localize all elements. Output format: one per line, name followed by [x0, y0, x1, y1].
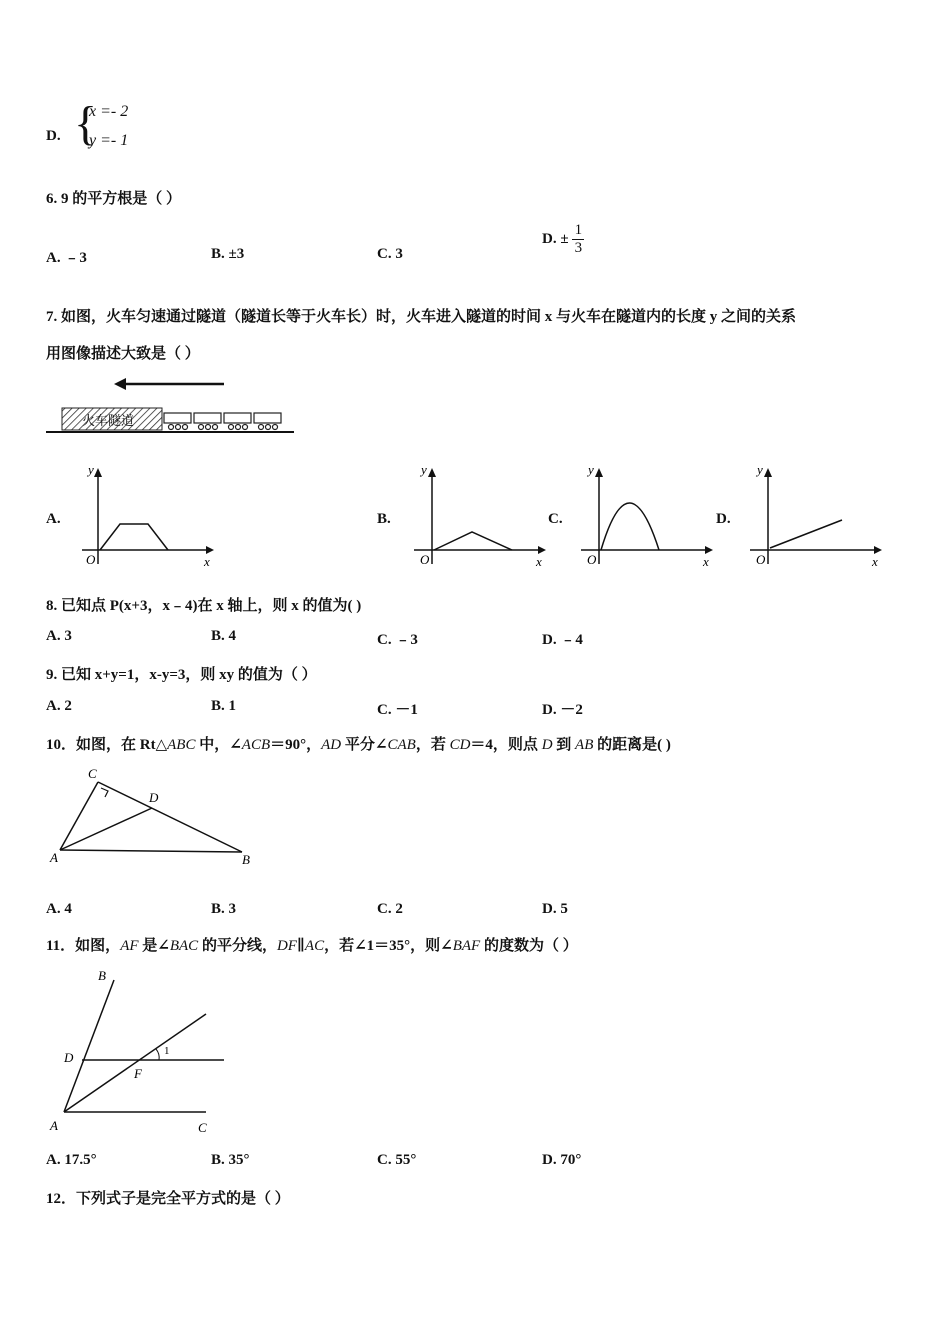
q11-stem-prefix: 11．如图， [46, 938, 121, 954]
q11-stem-af: AF [120, 938, 139, 954]
q10-option-b: B. 3 [211, 901, 237, 917]
angle-1-arc [156, 1049, 159, 1060]
graph-a [78, 460, 218, 572]
label-a: A [50, 1118, 58, 1133]
tunnel-label: 火车隧道 [82, 413, 135, 428]
y-axis-arrow [428, 468, 436, 477]
label-b: B [242, 852, 250, 867]
side-ab [60, 850, 242, 852]
q10-option-c: C. 2 [377, 901, 403, 917]
graph-d [746, 460, 886, 572]
x-axis-arrow [874, 546, 882, 554]
q11-stem-mid3: ∥ [296, 938, 305, 954]
q7-stem-line2: 用图像描述大致是（ ） [46, 346, 200, 362]
q6-stem: 6. 9 的平方根是（ ） [46, 191, 182, 207]
origin-label: O [587, 552, 597, 567]
q10-stem-d: D [541, 737, 553, 753]
q5-option-d-eq1: x =- 2 [89, 103, 129, 120]
q10-stem-mid5: ＝4，则点 [470, 737, 542, 753]
q8-option-c: C. ﹣3 [377, 632, 418, 648]
angle-bisector-figure [44, 962, 234, 1138]
q12-stem: 12．下列式子是完全平方式的是（ ） [46, 1191, 290, 1207]
label-b: B [98, 968, 106, 983]
label-angle-1: 1 [164, 1045, 170, 1057]
q11-option-d: D. 70° [542, 1152, 582, 1168]
q10-stem-abc: ABC [167, 737, 196, 753]
graph-b [410, 460, 550, 572]
x-axis-label: x [204, 554, 210, 569]
q6-option-d-fraction [572, 222, 584, 257]
q7-option-a: A. [46, 511, 61, 527]
x-axis-label: x [703, 554, 709, 569]
q8-option-d: D. ﹣4 [542, 632, 583, 648]
q7-option-d: D. [716, 511, 731, 527]
ray-ab [64, 980, 114, 1112]
y-axis-arrow [595, 468, 603, 477]
fraction-numerator: 1 [574, 222, 583, 238]
q6-option-a: A. ﹣3 [46, 250, 87, 266]
ray-af [64, 1014, 206, 1112]
q10-stem-acb: ACB [241, 737, 271, 753]
graph-c-curve [601, 503, 659, 550]
x-axis-label: x [536, 554, 542, 569]
graph-c [577, 460, 717, 572]
q9-option-c: C. －1 [377, 702, 418, 718]
q11-stem-baf: BAF [452, 938, 481, 954]
q11-stem-df: DF [276, 938, 297, 954]
q7-option-b: B. [377, 511, 391, 527]
label-d: D [149, 790, 159, 805]
y-axis-label: y [88, 462, 94, 477]
train-cars [164, 413, 281, 430]
train-tunnel-figure [44, 372, 296, 436]
q11-stem-mid2: 的平分线， [198, 938, 277, 954]
x-axis-label: x [872, 554, 878, 569]
q6-option-c: C. 3 [377, 246, 403, 262]
direction-arrow [114, 378, 224, 390]
graph-b-curve [434, 532, 512, 550]
q10-stem-mid4: ，若 [415, 737, 450, 753]
graph-a-curve [100, 524, 168, 550]
right-angle-mark [101, 788, 108, 797]
q10-stem-ad: AD [321, 737, 342, 753]
q10-stem-mid6: 到 [552, 737, 576, 753]
q10-stem-cab: CAB [387, 737, 416, 753]
q8-option-a: A. 3 [46, 628, 72, 644]
q10-option-a: A. 4 [46, 901, 72, 917]
q8-option-b: B. 4 [211, 628, 237, 644]
triangle-abc-figure [44, 762, 264, 870]
graph-d-curve [770, 520, 842, 548]
q11-option-c: C. 55° [377, 1152, 417, 1168]
x-axis-arrow [705, 546, 713, 554]
q11-option-a: A. 17.5° [46, 1152, 97, 1168]
q10-stem-mid2: ＝90°， [270, 737, 322, 753]
q5-option-d-label: D. [46, 128, 61, 144]
q11-option-b: B. 35° [211, 1152, 250, 1168]
y-axis-label: y [421, 462, 427, 477]
q9-option-b: B. 1 [211, 698, 237, 714]
q5-option-d-eq2: y =- 1 [89, 132, 129, 149]
x-axis-arrow [206, 546, 214, 554]
x-axis-arrow [538, 546, 546, 554]
y-axis-label: y [588, 462, 594, 477]
q11-stem-end: 的度数为（ ） [480, 938, 578, 954]
q11-stem-mid1: 是∠ [138, 938, 170, 954]
y-axis-arrow [764, 468, 772, 477]
label-c: C [198, 1120, 207, 1135]
label-c: C [88, 766, 97, 781]
segment-ad [60, 808, 152, 850]
q10-stem-prefix: 10．如图，在 Rt△ [46, 737, 168, 753]
q10-stem-end: 的距离是( ) [593, 737, 671, 753]
label-f: F [134, 1066, 142, 1081]
q11-stem [46, 934, 578, 955]
label-d: D [64, 1050, 74, 1065]
q9-stem: 9. 已知 x+y=1，x-y=3，则 xy 的值为（ ） [46, 667, 317, 683]
side-ac [60, 782, 98, 850]
q10-stem-cd: CD [449, 737, 471, 753]
q10-stem-mid3: 平分∠ [341, 737, 388, 753]
q11-stem-mid4: ，若∠1＝35°，则∠ [324, 938, 453, 954]
q9-option-a: A. 2 [46, 698, 72, 714]
y-axis-arrow [94, 468, 102, 477]
q7-stem-line1: 7. 如图，火车匀速通过隧道（隧道长等于火车长）时，火车进入隧道的时间 x 与火车在隧道内的长度 y 之间的关系 [46, 309, 797, 325]
q10-stem-ab: AB [575, 737, 594, 753]
origin-label: O [86, 552, 96, 567]
q8-stem: 8. 已知点 P(x+3，x﹣4)在 x 轴上，则 x 的值为( ) [46, 598, 362, 614]
q9-option-d: D. －2 [542, 702, 583, 718]
q6-option-d-prefix: D. ± [542, 231, 569, 247]
q11-stem-ac: AC [304, 938, 325, 954]
q11-stem-bac: BAC [169, 938, 199, 954]
origin-label: O [420, 552, 430, 567]
q6-option-d [542, 222, 584, 257]
side-cb [98, 782, 242, 852]
system-brace: { [74, 97, 98, 150]
q10-stem [46, 733, 671, 754]
q6-option-b: B. ±3 [211, 246, 245, 262]
fraction-denominator: 3 [574, 240, 583, 256]
origin-label: O [756, 552, 766, 567]
y-axis-label: y [757, 462, 763, 477]
q7-option-c: C. [548, 511, 563, 527]
q10-stem-mid1: 中，∠ [195, 737, 242, 753]
q10-option-d: D. 5 [542, 901, 568, 917]
label-a: A [50, 850, 58, 865]
